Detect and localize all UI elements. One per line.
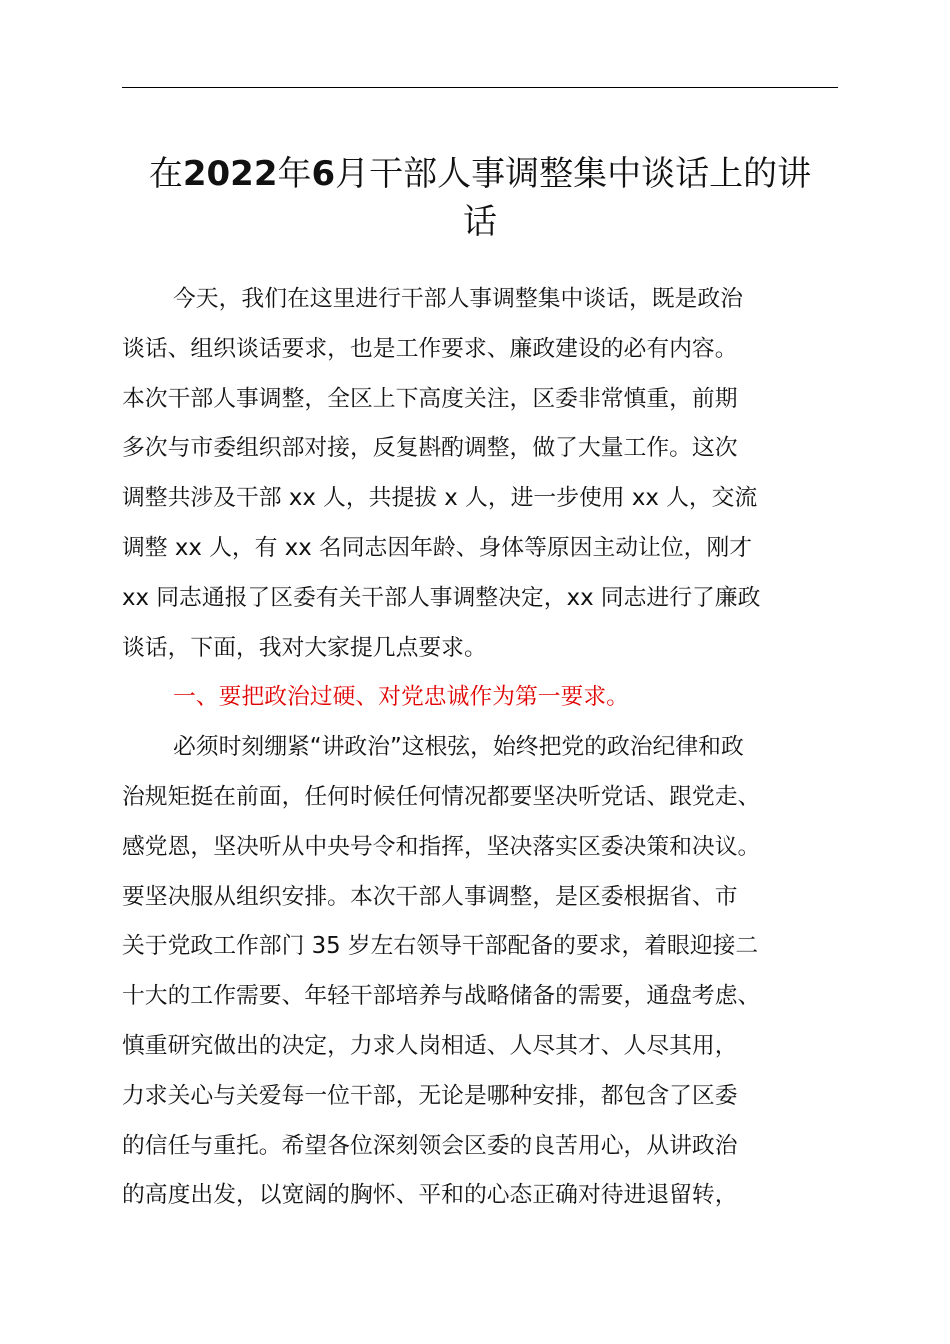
- title-part: 在: [148, 154, 183, 194]
- text-line: 谈话，下面，我对大家提几点要求。: [122, 634, 487, 661]
- text-line: 力求关心与关爱每一位干部，无论是哪种安排，都包含了区委: [122, 1082, 738, 1109]
- document-body: [122, 275, 846, 1221]
- paragraph-section-1: [122, 723, 846, 1221]
- text-line: 调整共涉及干部 xx 人，共提拔 x 人，进一步使用 xx 人，交流: [122, 485, 758, 512]
- text-line: 治规矩挺在前面，任何时候任何情况都要坚决听党话、跟党走、: [122, 783, 761, 810]
- title-part: 年: [277, 154, 312, 194]
- text-line: 的信任与重托。希望各位深刻领会区委的良苦用心，从讲政治: [122, 1132, 738, 1159]
- text-line: 调整 xx 人，有 xx 名同志因年龄、身体等原因主动让位，刚才: [122, 534, 753, 561]
- text-line: 的高度出发，以宽阔的胸怀、平和的心态正确对待进退留转，: [122, 1182, 738, 1209]
- title-part: 月干部人事调整集中谈话上的讲: [335, 154, 812, 194]
- title-month: 6: [311, 154, 336, 194]
- text-line: 十大的工作需要、年轻干部培养与战略储备的需要，通盘考虑、: [122, 983, 761, 1010]
- text-line: 感党恩，坚决听从中央号令和指挥，坚决落实区委决策和决议。: [122, 833, 761, 860]
- text-line: xx 同志通报了区委有关干部人事调整决定，xx 同志进行了廉政: [122, 584, 761, 611]
- paragraph-intro: [122, 275, 846, 673]
- text-line: 关于党政工作部门 35 岁左右领导干部配备的要求，着眼迎接二: [122, 933, 759, 960]
- section-heading-text: 一、要把政治过硬、对党忠诚作为第一要求。: [173, 684, 629, 711]
- text-line: 慎重研究做出的决定，力求人岗相适、人尽其才、人尽其用，: [122, 1032, 738, 1059]
- document-title: [110, 150, 850, 246]
- text-line: 必须时刻绷紧“讲政治”这根弦，始终把党的政治纪律和政: [173, 734, 744, 761]
- text-line: 本次干部人事调整，全区上下高度关注，区委非常慎重，前期: [122, 385, 738, 412]
- title-part: 话: [463, 202, 497, 242]
- header-rule: [122, 87, 838, 88]
- text-line: 谈话、组织谈话要求，也是工作要求、廉政建设的必有内容。: [122, 335, 738, 362]
- title-year: 2022: [182, 154, 278, 194]
- text-line: 今天，我们在这里进行干部人事调整集中谈话，既是政治: [173, 286, 743, 312]
- text-line: 多次与市委组织部对接，反复斟酌调整，做了大量工作。这次: [122, 435, 738, 462]
- section-heading-1: [122, 673, 846, 723]
- text-line: 要坚决服从组织安排。本次干部人事调整，是区委根据省、市: [122, 883, 738, 910]
